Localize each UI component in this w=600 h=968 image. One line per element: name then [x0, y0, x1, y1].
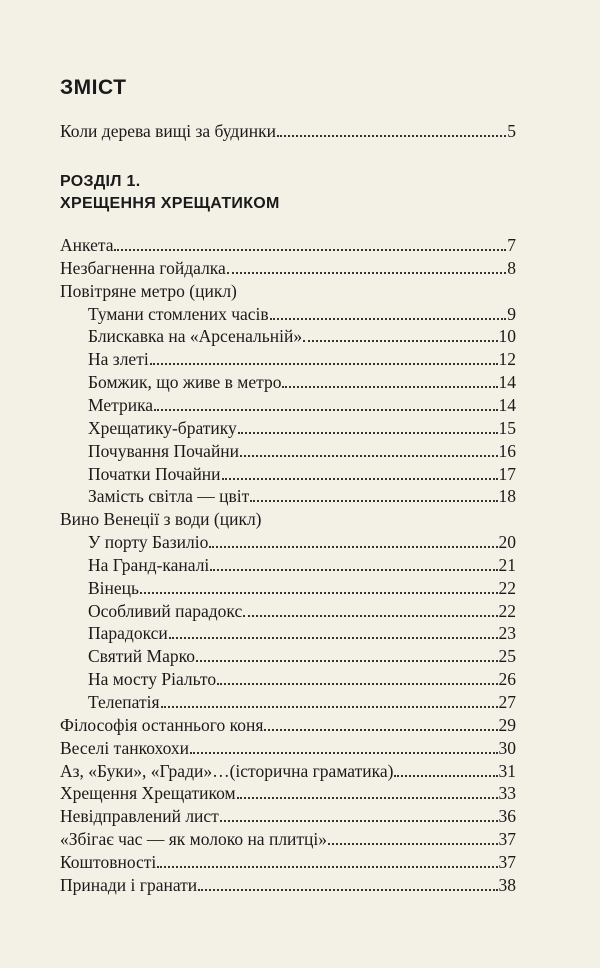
contents-heading: ЗМІСТ: [60, 76, 127, 99]
dot-leader: [198, 889, 497, 891]
toc-entry: [60, 234, 516, 256]
dot-leader: [227, 272, 506, 274]
toc-entry: [88, 531, 516, 553]
dot-leader: [240, 455, 497, 457]
dot-leader: [277, 135, 506, 137]
section-title: ХРЕЩЕННЯ ХРЕЩАТИКОМ: [60, 195, 280, 212]
dot-leader: [217, 683, 497, 685]
dot-leader: [264, 729, 497, 731]
toc-entry: [60, 851, 516, 873]
dot-leader: [157, 866, 497, 868]
toc-entry-page: 5: [507, 121, 516, 141]
toc-entry: [88, 303, 516, 325]
dot-leader: [154, 409, 497, 411]
toc-entry: [88, 394, 516, 416]
toc-entry: [88, 463, 516, 485]
toc-entry-title: Коштовності: [60, 851, 157, 872]
toc-entry-page: 8: [507, 257, 516, 278]
toc-entry: [88, 691, 516, 713]
toc-entry-title: Анкета: [60, 235, 114, 255]
toc-entry-page: 7: [507, 235, 516, 255]
toc-entry-page: 17: [498, 463, 516, 484]
toc-entry-title: Вінець: [88, 577, 140, 598]
dot-leader: [303, 340, 497, 342]
section-label: РОЗДІЛ 1.: [60, 173, 141, 190]
toc-entry-page: 27: [498, 692, 516, 712]
toc-entry-title: Коли дерева вищі за будинки: [60, 121, 276, 141]
toc-entry-page: 22: [498, 577, 516, 598]
toc-entry-page: 12: [498, 349, 516, 370]
toc-entry-title: На мосту Ріальто: [88, 669, 217, 690]
dot-leader: [210, 569, 497, 571]
dot-leader: [196, 660, 498, 662]
dot-leader: [114, 249, 506, 251]
dot-leader: [238, 432, 498, 434]
toc-entry-title: На злеті: [88, 349, 149, 370]
toc-entry-title: Святий Марко: [88, 646, 195, 667]
toc-entry-page: 20: [498, 532, 516, 553]
toc-entry: [60, 257, 516, 279]
dot-leader: [243, 615, 497, 617]
toc-entry-title: Принади і гранати: [60, 874, 198, 895]
dot-leader: [190, 752, 497, 754]
dot-leader: [150, 363, 498, 365]
dot-leader: [250, 500, 497, 502]
toc-entry: [88, 600, 516, 622]
toc-entry-page: 36: [498, 806, 516, 827]
toc-entry: [88, 622, 516, 644]
toc-entry-title: У порту Базиліо: [88, 532, 209, 553]
toc-entry-page: 38: [498, 874, 516, 895]
dot-leader: [328, 843, 497, 845]
dot-leader: [282, 386, 497, 388]
toc-entry-page: 18: [498, 486, 516, 507]
dot-leader: [161, 706, 498, 708]
toc-entry-title: Блискавка на «Арсенальній»: [88, 326, 303, 347]
toc-entry-page: 37: [498, 851, 516, 872]
toc-entry-intro: [60, 120, 516, 142]
dot-leader: [237, 797, 498, 799]
toc-entry: [88, 348, 516, 370]
toc-entry-page: 23: [498, 623, 516, 644]
dot-leader: [222, 478, 498, 480]
toc-entry-title: Хрещатику-братику: [88, 417, 237, 438]
toc-entry-title: На Гранд-каналі: [88, 554, 210, 575]
toc-entry-page: 9: [507, 303, 516, 324]
toc-entry-title: Метрика: [88, 394, 154, 415]
toc-entry-title: Телепатія: [88, 692, 160, 712]
toc-entry: [88, 645, 516, 667]
toc-entry-page: 30: [498, 737, 516, 758]
toc-entry-page: 10: [498, 326, 516, 347]
toc-cycle-heading: [60, 508, 516, 530]
toc-cycle-heading: [60, 280, 516, 302]
toc-entry: [60, 805, 516, 827]
toc-entry-title: Почування Почайни: [88, 440, 240, 461]
dot-leader: [220, 820, 498, 822]
toc-entry-page: 21: [498, 554, 516, 575]
toc-entry-page: 25: [498, 646, 516, 667]
dot-leader: [270, 318, 507, 320]
toc-entry-title: Парадокси: [88, 623, 168, 644]
toc-entry: [88, 485, 516, 507]
toc-entry-title: Незбагненна гойдалка: [60, 257, 226, 278]
dot-leader: [209, 546, 497, 548]
dot-leader: [394, 775, 497, 777]
toc-entry-page: 29: [498, 714, 516, 735]
toc-entry-title: Вино Венеції з води (цикл): [60, 509, 262, 530]
toc-entry-title: Початки Почайни: [88, 463, 221, 484]
toc-entry: [88, 371, 516, 393]
toc-entry-title: Аз, «Буки», «Гради»…(історична граматика): [60, 760, 394, 781]
toc-entry-page: 33: [498, 783, 516, 804]
toc-entry: [88, 440, 516, 462]
dot-leader: [169, 637, 498, 639]
toc-entry-page: 22: [498, 600, 516, 621]
toc-entry: [88, 577, 516, 599]
toc-entry: [88, 554, 516, 576]
toc-entry-page: 14: [498, 394, 516, 415]
toc-entry: [60, 760, 516, 782]
toc-entry-title: Повітряне метро (цикл): [60, 280, 237, 301]
toc-entry-title: Замість світла — цвіт: [88, 486, 250, 507]
toc-entry: [60, 874, 516, 896]
toc-entry-title: Бомжик, що живе в метро: [88, 372, 282, 393]
toc-entry: [88, 417, 516, 439]
toc-entry-title: «Збігає час — як молоко на плитці»: [60, 829, 328, 850]
toc-entry-title: Хрещення Хрещатиком: [60, 783, 236, 804]
toc-entry: [60, 828, 516, 850]
toc-entry-page: 15: [498, 417, 516, 438]
toc-entry-title: Філософія останнього коня: [60, 714, 264, 735]
toc-entry-page: 16: [498, 440, 516, 461]
toc-entry: [60, 737, 516, 759]
toc-entry: [60, 714, 516, 736]
toc-entry-title: Тумани стомлених часів: [88, 303, 269, 324]
dot-leader: [140, 592, 497, 594]
toc-entry-page: 14: [498, 372, 516, 393]
toc-entry-page: 26: [498, 669, 516, 690]
toc-entry-page: 37: [498, 829, 516, 850]
toc-entry-title: Особливий парадокс: [88, 600, 243, 621]
toc-entry: [88, 325, 516, 347]
toc-entry: [88, 668, 516, 690]
toc-entry: [60, 782, 516, 804]
toc-entry-title: Невідправлений лист: [60, 806, 219, 827]
toc-entry-title: Веселі танкохохи: [60, 737, 190, 758]
toc-entry-page: 31: [498, 760, 516, 781]
